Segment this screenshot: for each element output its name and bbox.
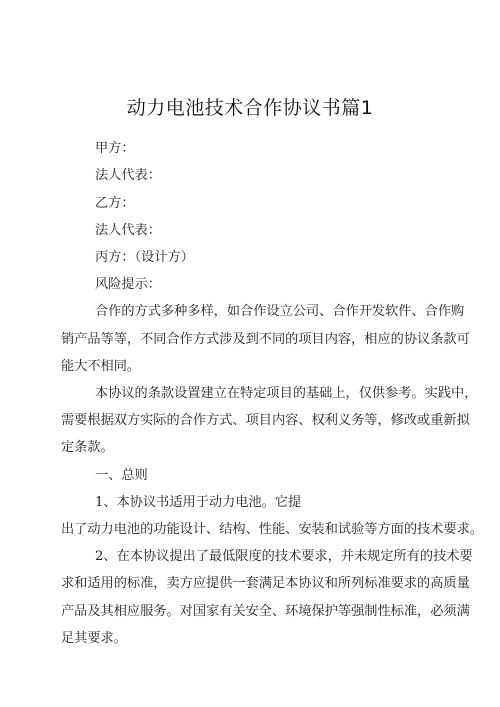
section-1-heading: 一、总则 (95, 468, 148, 483)
legal-rep-b-label: 法人代表： (95, 223, 161, 238)
legal-rep-a-label: 法人代表： (95, 168, 161, 183)
para2-line2: 需要根据双方实际的合作方式、项目内容、权利义务等，修改或重新拟 (61, 413, 470, 428)
para1-line1: 合作的方式多种多样，如合作设立公司、合作开发软件、合作购 (95, 304, 465, 319)
para1-line3: 能大不相同。 (61, 359, 141, 374)
party-c-label: 丙方：（设计方） (95, 250, 194, 265)
clause1-line2: 出了动力电池的功能设计、结构、性能、安装和试验等方面的技术要求。 (61, 522, 483, 537)
para2-line3: 定条款。 (61, 440, 114, 455)
party-b-label: 乙方： (95, 196, 135, 211)
clause2-line2: 求和适用的标准，卖方应提供一套满足本协议和所列标准要求的高质量 (61, 576, 470, 591)
para2-line1: 本协议的条款设置建立在特定项目的基础上，仅供参考。实践中， (95, 386, 478, 401)
document-title: 动力电池技术合作协议书篇1 (126, 97, 374, 119)
para1-line2: 销产品等等，不同合作方式涉及到不同的项目内容，相应的协议条款可 (61, 332, 470, 347)
party-a-label: 甲方： (95, 141, 135, 156)
clause2-line1: 2、在本协议提出了最低限度的技术要求，并未规定所有的技术要 (95, 549, 473, 564)
clause2-line3: 产品及其相应服务。对国家有关安全、环境保护等强制性标准，必须满 (61, 604, 470, 619)
risk-heading: 风险提示： (95, 277, 161, 292)
clause2-line4: 足其要求。 (61, 631, 127, 646)
clause1-line1: 1、本协议书适用于动力电池。它提 (95, 495, 302, 510)
